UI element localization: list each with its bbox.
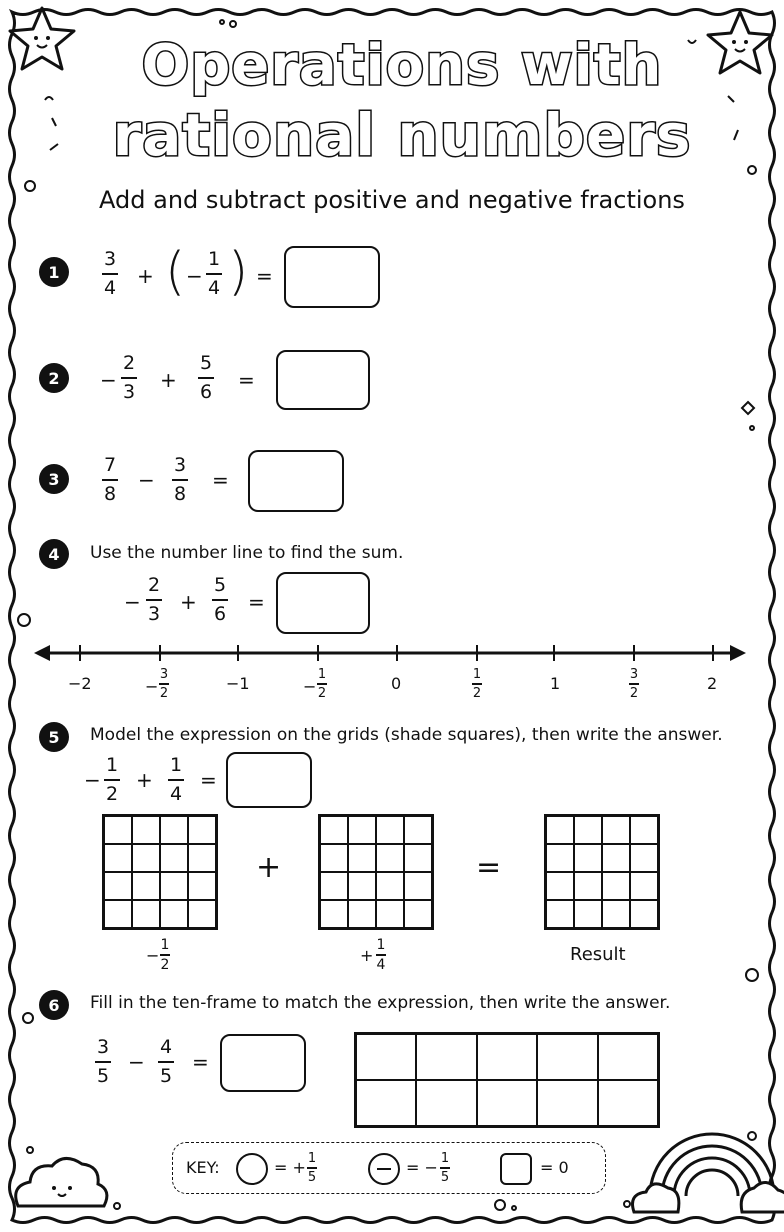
problem-number-4: 4	[39, 539, 69, 569]
negative-sign: −	[124, 590, 141, 614]
rainbow-icon	[633, 1134, 784, 1212]
plus-sign: +	[160, 368, 177, 392]
result-grid[interactable]	[544, 814, 660, 930]
minus-sign: −	[138, 468, 155, 492]
equals-sign: =	[476, 850, 502, 885]
worksheet-title-line2: rational numbers	[112, 101, 692, 169]
answer-box-1[interactable]	[284, 246, 380, 308]
positive-counter-icon	[236, 1153, 268, 1185]
star-icon	[708, 12, 772, 73]
equals-sign: =	[248, 590, 265, 614]
fraction: 5 6	[199, 352, 213, 403]
fraction: 1 2	[105, 754, 119, 805]
tick-label: 0	[391, 674, 402, 693]
problem-number-3: 3	[39, 464, 69, 494]
worksheet-title-line1: Operations with	[141, 33, 663, 98]
shading-grid-2[interactable]	[318, 814, 434, 930]
fraction: 7 8	[103, 454, 117, 505]
answer-box-2[interactable]	[276, 350, 370, 410]
cloud-icon	[16, 1158, 107, 1206]
equals-sign: =	[200, 768, 217, 792]
key-circle-fraction: 1 5	[307, 1151, 317, 1185]
tick-label: −1	[226, 674, 250, 693]
answer-box-4[interactable]	[276, 572, 370, 634]
tick-label: −2	[68, 674, 92, 693]
close-paren: )	[228, 242, 249, 302]
problem-number-1: 1	[39, 257, 69, 287]
answer-box-6[interactable]	[220, 1034, 306, 1092]
key-label: KEY:	[186, 1158, 220, 1177]
problem-number-5: 5	[39, 722, 69, 752]
key-circle-value: = +	[274, 1158, 306, 1177]
problem-number-2: 2	[39, 363, 69, 393]
tick-label: 3 2	[159, 667, 169, 701]
zero-square-icon	[500, 1153, 532, 1185]
fraction: 4 5	[159, 1036, 173, 1087]
grid-label-2: 1 4	[376, 937, 386, 973]
result-label: Result	[570, 944, 626, 965]
plus-sign: +	[136, 768, 153, 792]
shading-grid-1[interactable]	[102, 814, 218, 930]
equals-sign: =	[256, 264, 273, 288]
tick-label: 1 2	[317, 667, 327, 701]
problem-number-6: 6	[39, 990, 69, 1020]
minus-sign: −	[128, 1050, 145, 1074]
negative-sign: −	[100, 368, 117, 392]
plus-sign: +	[360, 946, 374, 965]
fraction: 3 5	[96, 1036, 110, 1087]
star-icon	[10, 8, 74, 69]
key-square-value: = 0	[540, 1158, 569, 1177]
worksheet-subtitle: Add and subtract positive and negative fractions	[99, 186, 685, 214]
problem-6-instruction: Fill in the ten-frame to match the expression, then write the answer.	[90, 993, 671, 1013]
plus-sign: +	[256, 850, 282, 885]
fraction: 5 6	[213, 574, 227, 625]
fraction: 2 3	[122, 352, 136, 403]
fraction: 3 8	[173, 454, 187, 505]
negative-sign: −	[84, 768, 101, 792]
tick-label: 1	[550, 674, 561, 693]
tick-label: −	[145, 677, 159, 696]
tick-label: 2	[707, 674, 718, 693]
fraction: 2 3	[147, 574, 161, 625]
tick-label: 1 2	[472, 667, 482, 701]
problem-4-instruction: Use the number line to find the sum.	[90, 543, 404, 563]
fraction: 1 4	[207, 248, 221, 299]
equals-sign: =	[212, 468, 229, 492]
fraction: 3 4	[103, 248, 117, 299]
negative-sign: −	[186, 264, 203, 288]
negative-sign: −	[146, 946, 160, 965]
fraction: 1 4	[169, 754, 183, 805]
plus-sign: +	[137, 264, 154, 288]
plus-sign: +	[180, 590, 197, 614]
answer-box-3[interactable]	[248, 450, 344, 512]
tick-label: 3 2	[629, 667, 639, 701]
number-line	[30, 640, 760, 670]
answer-box-5[interactable]	[226, 752, 312, 808]
problem-5-instruction: Model the expression on the grids (shade squares), then write the answer.	[90, 725, 723, 745]
key-minus-fraction: 1 5	[440, 1151, 450, 1185]
ten-frame[interactable]	[354, 1032, 660, 1128]
grid-label-1: 1 2	[160, 937, 170, 973]
negative-counter-icon	[368, 1153, 400, 1185]
equals-sign: =	[238, 368, 255, 392]
key-minus-value: = −	[406, 1158, 438, 1177]
open-paren: (	[165, 242, 186, 302]
equals-sign: =	[192, 1050, 209, 1074]
tick-label: −	[303, 677, 317, 696]
